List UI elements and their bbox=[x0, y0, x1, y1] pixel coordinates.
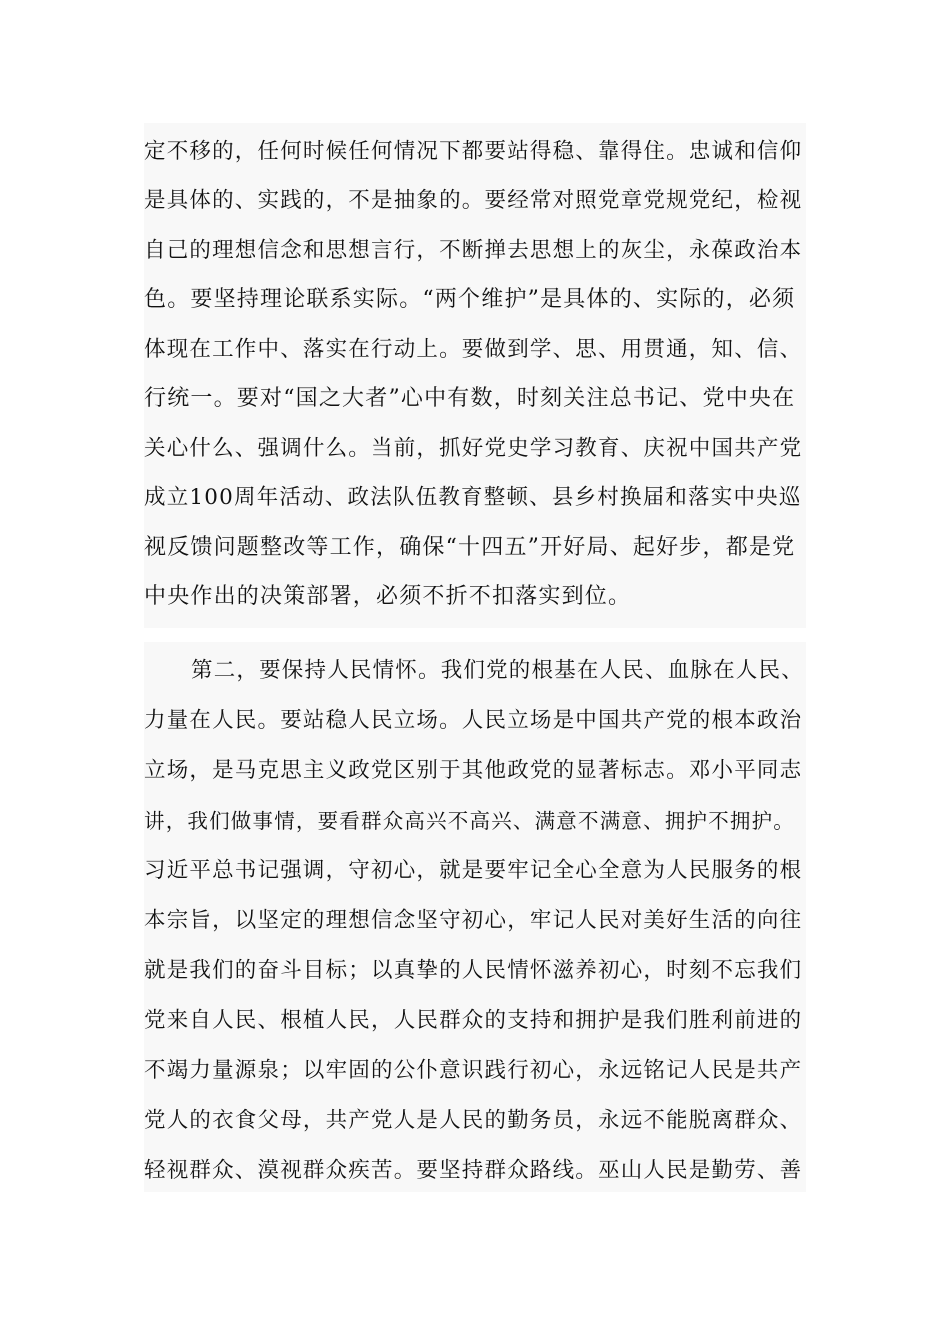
text-line: 中央作出的决策部署，必须不折不扣落实到位。 bbox=[144, 584, 632, 609]
paragraph-2 bbox=[144, 642, 806, 1192]
text-line: 习近平总书记强调，守初心，就是要牢记全心全意为人民服务的根 bbox=[144, 858, 803, 883]
text-line: 不竭力量源泉；以牢固的公仆意识践行初心，永远铭记人民是共产 bbox=[144, 1058, 803, 1083]
text-line: 就是我们的奋斗目标；以真挚的人民情怀滋养初心，时刻不忘我们 bbox=[144, 958, 803, 983]
text-line: 党人的衣食父母，共产党人是人民的勤务员，永远不能脱离群众、 bbox=[144, 1108, 803, 1133]
text-line: 体现在工作中、落实在行动上。要做到学、思、用贯通，知、信、 bbox=[144, 337, 803, 362]
text-line: 定不移的，任何时候任何情况下都要站得稳、靠得住。忠诚和信仰 bbox=[144, 139, 803, 164]
text-line: 是具体的、实践的，不是抽象的。要经常对照党章党规党纪，检视 bbox=[144, 188, 803, 213]
text-line: 立场，是马克思主义政党区别于其他政党的显著标志。邓小平同志 bbox=[144, 758, 803, 783]
text-line: 成立100周年活动、政法队伍教育整顿、县乡村换届和落实中央巡 bbox=[144, 485, 802, 510]
text-line: 党来自人民、根植人民，人民群众的支持和拥护是我们胜利前进的 bbox=[144, 1008, 803, 1033]
text-line-indented: 第二，要保持人民情怀。我们党的根基在人民、血脉在人民、 bbox=[191, 658, 804, 683]
text-line: 本宗旨，以坚定的理想信念坚守初心，牢记人民对美好生活的向往 bbox=[144, 908, 803, 933]
paragraph-1 bbox=[144, 123, 806, 628]
text-line: 视反馈问题整改等工作，确保“十四五”开好局、起好步，都是党 bbox=[144, 535, 796, 560]
text-line: 轻视群众、漠视群众疾苦。要坚持群众路线。巫山人民是勤劳、善 bbox=[144, 1158, 803, 1183]
text-line: 色。要坚持理论联系实际。“两个维护”是具体的、实际的，必须 bbox=[144, 287, 796, 312]
text-line: 讲，我们做事情，要看群众高兴不高兴、满意不满意、拥护不拥护。 bbox=[144, 809, 795, 833]
text-line: 力量在人民。要站稳人民立场。人民立场是中国共产党的根本政治 bbox=[144, 708, 803, 733]
text-line: 自己的理想信念和思想言行，不断掸去思想上的灰尘，永葆政治本 bbox=[144, 238, 803, 263]
text-line: 行统一。要对“国之大者”心中有数，时刻关注总书记、党中央在 bbox=[144, 386, 796, 411]
text-line: 关心什么、强调什么。当前，抓好党史学习教育、庆祝中国共产党 bbox=[144, 436, 803, 461]
